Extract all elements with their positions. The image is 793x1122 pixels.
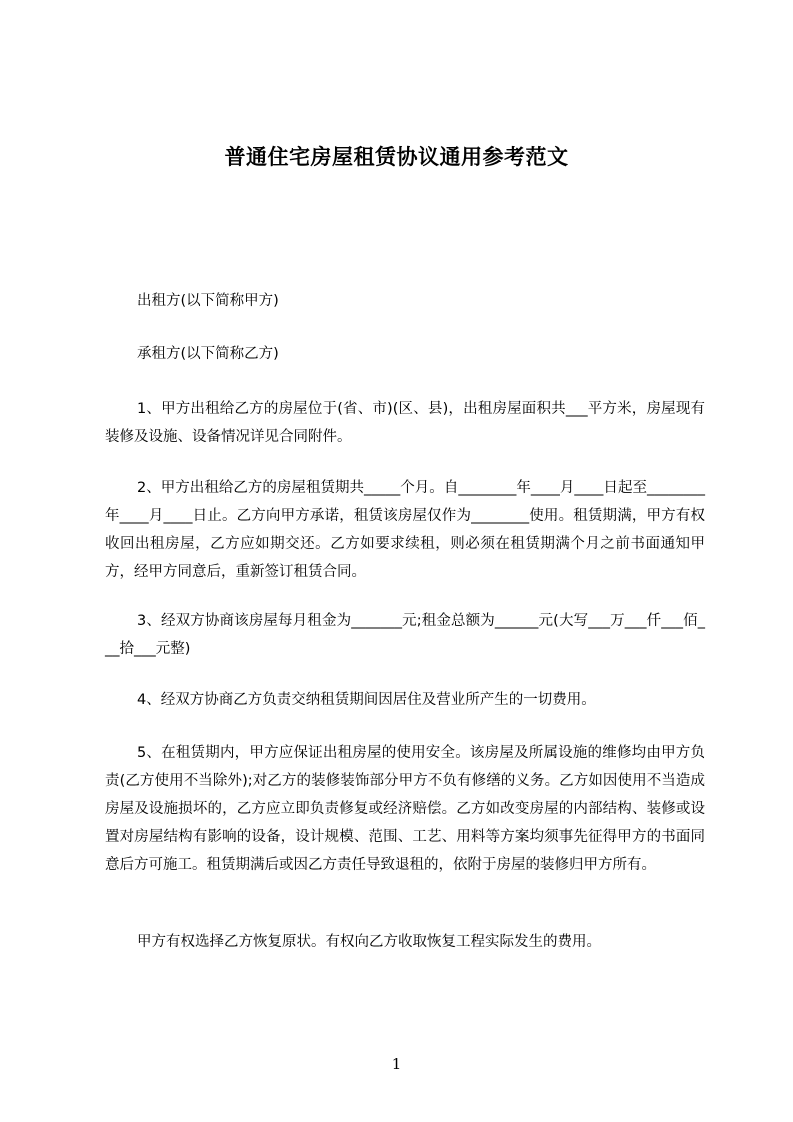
clause-1: 1、甲方出租给乙方的房屋位于(省、市)(区、县)，出租房屋面积共___平方米，房屋现有装修及设施、设备情况详见合同附件。 (105, 401, 705, 445)
clause-3: 3、经双方协商该房屋每月租金为_______元;租金总额为______元(大写___万___仟___佰___拾___元整) (105, 613, 705, 657)
clause-5: 5、在租赁期内，甲方应保证出租房屋的使用安全。该房屋及所属设施的维修均由甲方负责(乙方使用不当除外);对乙方的装修装饰部分甲方不负有修缮的义务。乙方如因使用不当造成房屋及设施损坏的，乙方应立即负责修复或经济赔偿。乙方如改变房屋的内部结构、装修或设置对房屋结构有影响的设备，设计规模、范围、工艺、用料等方案均须事先征得甲方的书面同意后方可施工。租赁期满后或因乙方责任导致退租的，依附于房屋的装修归甲方所有。 (105, 745, 705, 873)
clause-5-continued: 甲方有权选择乙方恢复原状。有权向乙方收取恢复工程实际发生的费用。 (137, 934, 601, 950)
party-a-line: 出租方(以下简称甲方) (137, 293, 279, 309)
clause-2: 2、甲方出租给乙方的房屋租赁期共_____个月。自________年____月____日起至________年____月____日止。乙方向甲方承诺，租赁该房屋仅作为________使用。租赁期满，甲方有权收回出租房屋，乙方应如期交还。乙方如要求续租，则必须在租赁期满个月之前书面通知甲方，经甲方同意后，重新签订租赁合同。 (105, 480, 705, 580)
page-number: 1 (391, 1055, 402, 1073)
clause-4: 4、经双方协商乙方负责交纳租赁期间因居住及营业所产生的一切费用。 (137, 692, 596, 708)
party-b-line: 承租方(以下简称乙方) (137, 346, 279, 362)
document-title: 普通住宅房屋租赁协议通用参考范文 (224, 145, 569, 169)
